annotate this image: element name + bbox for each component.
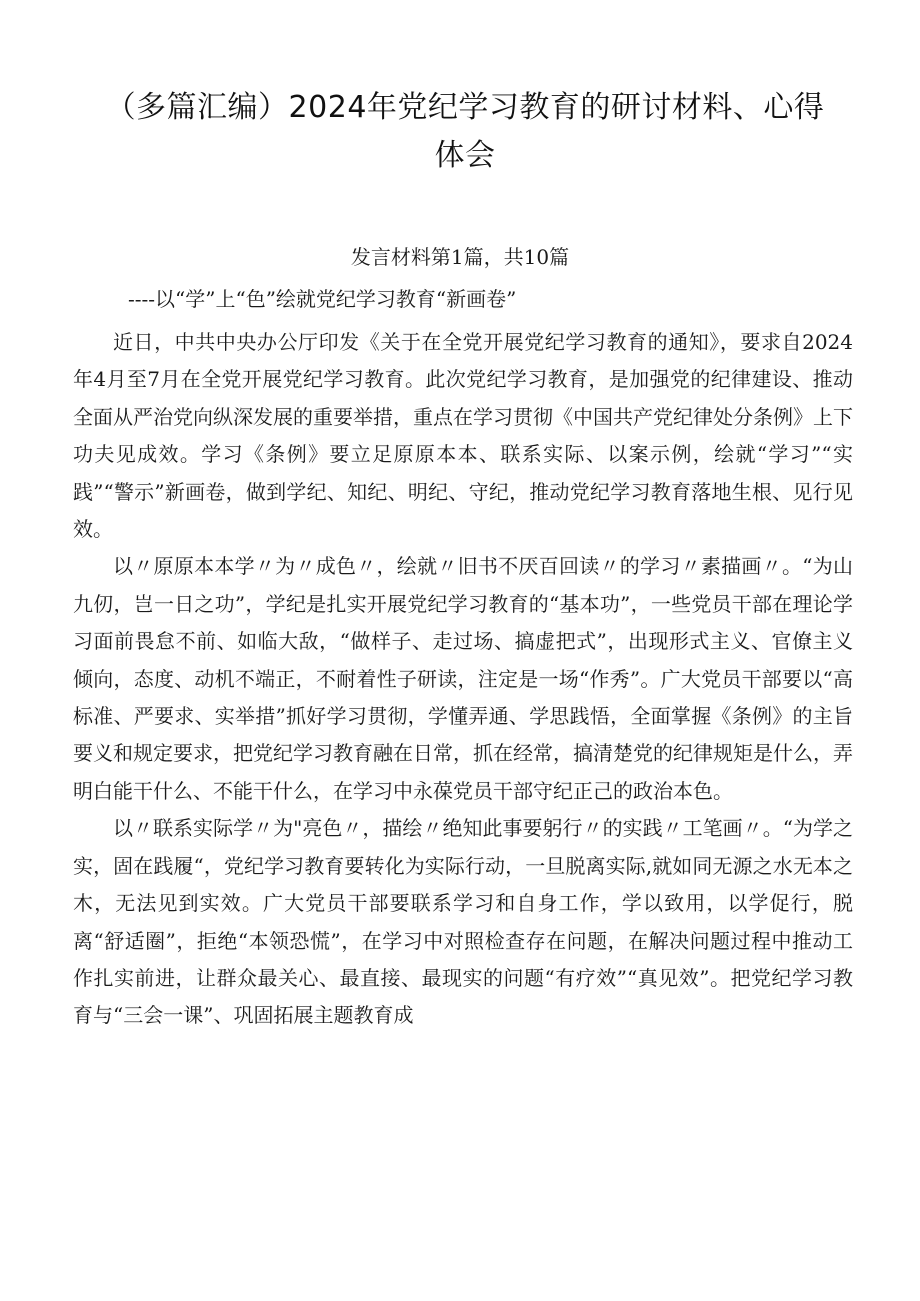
paragraph: 以〃原原本本学〃为〃成色〃，绘就〃旧书不厌百回读〃的学习〃素描画〃。“为山九仞，岂一日之功”，学纪是扎实开展党纪学习教育的“基本功”，一些党员干部在理论学习面前畏怠不前、如临大敌，“做样子、走过场、搞虚把式”，出现形式主义、官僚主义倾向，态度、动机不端正，不耐着性子研读，注定是一场“作秀”。广大党员干部要以“高标准、严要求、实举措”抓好学习贯彻，学懂弄通、学思践悟，全面掌握《条例》的主旨要义和规定要求，把党纪学习教育融在日常，抓在经常，搞清楚党的纪律规矩是什么，弄明白能干什么、不能干什么，在学习中永葆党员干部守纪正己的政治本色。 [73, 554, 853, 803]
paragraph: 以〃联系实际学〃为"亮色〃，描绘〃绝知此事要躬行〃的实践〃工笔画〃。“为学之实，固在践履“，党纪学习教育要转化为实际行动，一旦脱离实际,就如同无源之水无本之木，无法见到实效。广大党员干部要联系学习和自身工作，学以致用，以学促行，脱离“舒适圈”，拒绝“本领恐慌”，在学习中对照检查存在问题，在解决问题过程中推动工作扎实前进，让群众最关心、最直接、最现实的问题“有疗效”“真见效”。把党纪学习教育与“三会一课”、巩固拓展主题教育成 [73, 816, 853, 1028]
document-subtitle: 发言材料第1篇，共10篇 [350, 245, 570, 269]
document-body [73, 324, 853, 1035]
document-slogan: ----以“学”上“色”绘就党纪学习教育“新画卷” [128, 287, 517, 311]
document-title: （多篇汇编）2024年党纪学习教育的研讨材料、心得体会 [105, 90, 825, 173]
paragraph: 近日，中共中央办公厅印发《关于在全党开展党纪学习教育的通知》，要求自2024年4月至7月在全党开展党纪学习教育。此次党纪学习教育，是加强党的纪律建设、推动全面从严治党向纵深发展的重要举措，重点在学习贯彻《中国共产党纪律处分条例》上下功夫见成效。学习《条例》要立足原原本本、联系实际、以案示例，绘就“学习”“实践”“警示”新画卷，做到学纪、知纪、明纪、守纪，推动党纪学习教育落地生根、见行见效。 [73, 330, 853, 542]
